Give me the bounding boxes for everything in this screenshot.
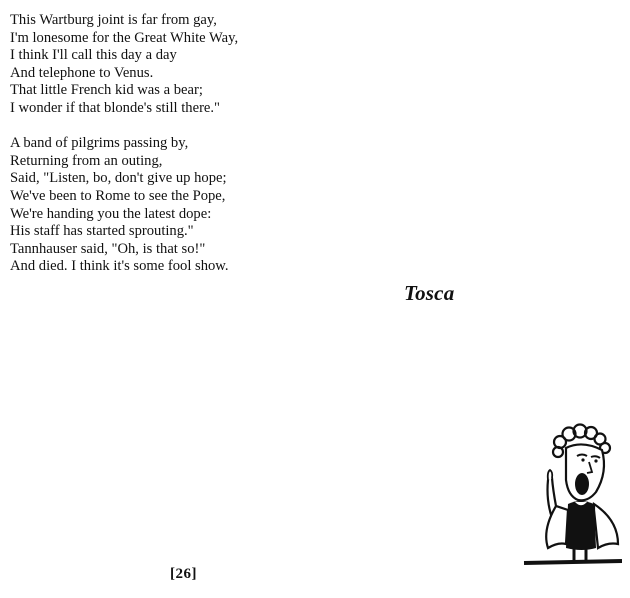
- poem-line: I wonder if that blonde's still there.": [10, 99, 221, 116]
- poem-text: [10, 12, 340, 294]
- poem-line: This Wartburg joint is far from gay,: [10, 12, 217, 28]
- poem-line: Tannhauser said, "Oh, is that so!": [10, 240, 206, 257]
- poem-line: Said, "Listen, bo, don't give up hope;: [10, 170, 227, 187]
- poem-line: And died. I think it's some fool show.: [10, 258, 229, 275]
- poem-line: That little French kid was a bear;: [10, 82, 203, 99]
- section-heading-tosca: Tosca: [404, 281, 455, 305]
- poem-line: We're handing you the latest dope:: [10, 205, 212, 222]
- poem-line: A band of pilgrims passing by,: [10, 135, 189, 152]
- poem-stanza-1: [10, 12, 340, 118]
- poem-line: We've been to Rome to see the Pope,: [10, 187, 226, 204]
- singer-illustration-icon: [522, 420, 622, 568]
- poem-line: Returning from an outing,: [10, 152, 163, 169]
- poem-line: I think I'll call this day a day: [10, 47, 177, 64]
- poem-stanza-2: [10, 135, 340, 276]
- page-number: [26]: [170, 566, 197, 582]
- poem-line: I'm lonesome for the Great White Way,: [10, 29, 239, 46]
- poem-line: And telephone to Venus.: [10, 64, 154, 81]
- poem-line: His staff has started sprouting.": [10, 223, 194, 240]
